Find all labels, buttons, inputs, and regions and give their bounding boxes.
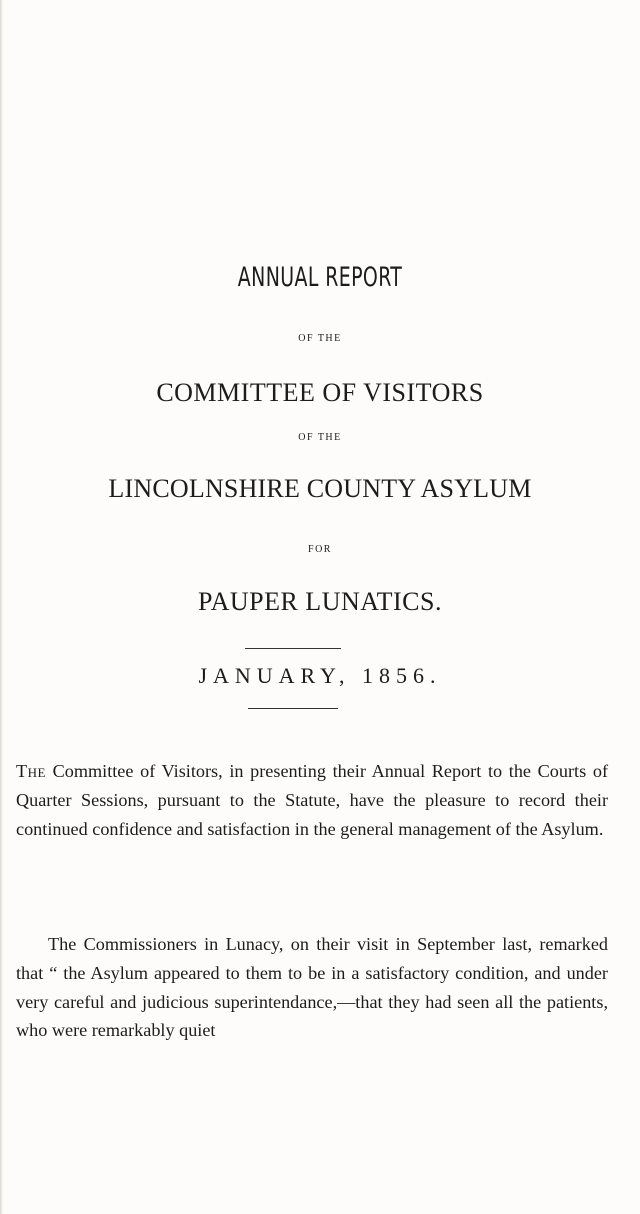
paragraph-2-text: The Commissioners in Lunacy, on their visit in September last, remarked that “ the Asylum appeared to them to be in a satisfactory condition, and under very careful and judicious superintendance,—that they had seen all the patients, who were remarkably quiet [16,934,608,1041]
connector-of-the-2: OF THE [298,432,342,443]
paragraph-lead-word: The [16,761,46,781]
lunatics-title: PAUPER LUNATICS. [198,587,442,616]
divider-bottom [248,708,338,709]
body-paragraph-1 [16,757,608,843]
paragraph-1-text: Committee of Visitors, in presenting their Annual Report to the Courts of Quarter Sessions, pursuant to the Statute, have the pleasure to record their continued confidence and satisfaction in the general management of the Asylum. [16,761,608,839]
connector-of-the-1: OF THE [298,333,342,344]
asylum-title: LINCOLNSHIRE COUNTY ASYLUM [108,474,532,503]
body-paragraph-2 [16,930,608,1045]
divider-top [245,648,341,649]
report-date: JANUARY, 1856. [198,663,442,688]
report-title: ANNUAL REPORT [237,262,403,293]
committee-title: COMMITTEE OF VISITORS [156,378,484,407]
connector-for: FOR [308,544,332,555]
